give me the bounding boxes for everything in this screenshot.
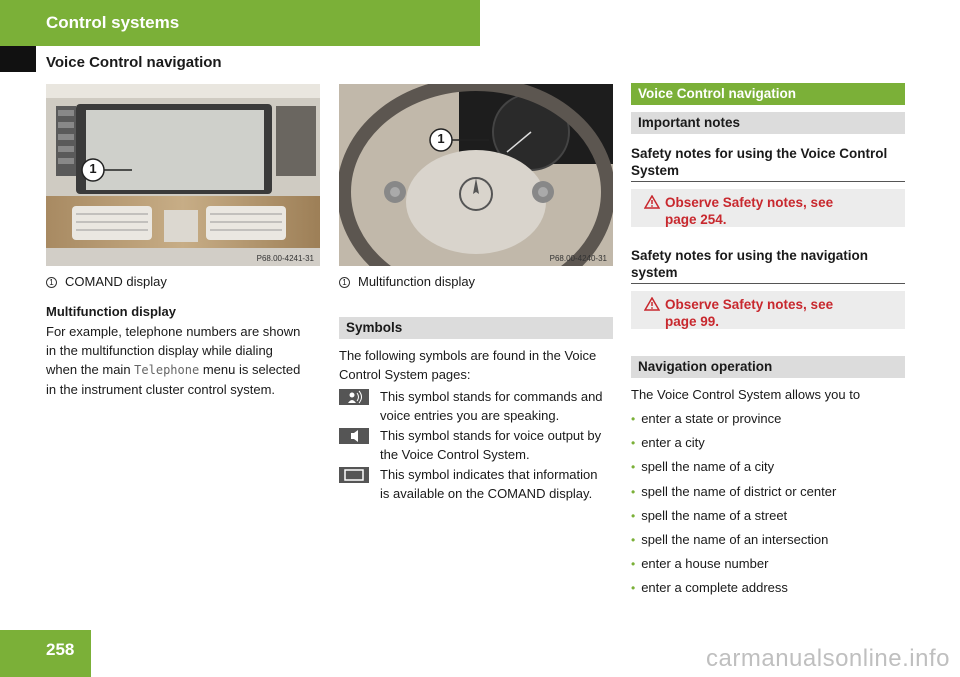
symbol-description-line: This symbol stands for voice output by — [380, 428, 602, 443]
safety-heading-voice-control — [631, 145, 905, 182]
heading-line: Safety notes for using the Voice Control — [631, 146, 888, 161]
callout-number: 1 — [437, 131, 445, 146]
list-item: • enter a state or province — [631, 411, 782, 426]
symbols-heading: Symbols — [339, 317, 613, 339]
watermark: carmanualsonline.info — [706, 645, 950, 672]
list-item: • spell the name of district or center — [631, 483, 837, 499]
important-notes-heading: Important notes — [631, 112, 905, 134]
warning-line: Observe Safety notes, see — [665, 297, 834, 312]
paragraph-line: For example, telephone numbers are shown — [46, 324, 301, 339]
multifunction-paragraph — [46, 322, 321, 399]
section-title: Control systems — [46, 13, 180, 32]
speaking-icon — [339, 389, 369, 405]
list-item-text: spell the name of a city — [641, 459, 775, 475]
list-item-text: enter a house number — [641, 556, 769, 572]
paragraph-line: in the instrument cluster control system. — [46, 382, 276, 397]
warning-box-navigation — [631, 291, 905, 329]
list-item-text: enter a state or province — [641, 411, 782, 426]
safety-heading-navigation — [631, 247, 905, 284]
list-item: • enter a house number — [631, 556, 769, 572]
paragraph-line: in the multifunction display while dialing — [46, 343, 273, 358]
warning-triangle-icon — [644, 297, 660, 311]
multifunction-heading: Multifunction display — [46, 304, 176, 319]
list-item-text: enter a complete address — [641, 580, 788, 596]
voice-output-icon — [339, 428, 369, 444]
warning-line: Observe Safety notes, see — [665, 195, 834, 210]
display-icon — [339, 467, 369, 483]
symbols-intro — [339, 346, 614, 384]
page-title: Voice Control navigation — [46, 54, 222, 71]
voice-control-navigation-heading: Voice Control navigation — [631, 83, 905, 105]
comand-display-photo — [46, 84, 320, 266]
text-fragment: menu is selected — [199, 362, 301, 377]
list-item-text: spell the name of a street — [641, 507, 788, 523]
symbol-description-line: This symbol stands for commands and — [380, 389, 603, 404]
menu-name: Telephone — [134, 363, 200, 377]
list-item: • spell the name of an intersection — [631, 531, 829, 547]
paragraph-line: The following symbols are found in the Voice — [339, 348, 597, 363]
symbol-description-line: This symbol indicates that information — [380, 467, 598, 482]
text-fragment: when the main — [46, 362, 135, 377]
section-header-tab — [0, 0, 480, 46]
symbol-description-line: the Voice Control System. — [380, 447, 530, 462]
warning-page-link[interactable]: page 254. — [665, 212, 727, 227]
figure-code: P68.00-4240-31 — [549, 254, 607, 263]
list-item-text: enter a city — [641, 435, 705, 451]
caption-text: Multifunction display — [358, 274, 476, 289]
symbol-description-line: voice entries you are speaking. — [380, 408, 560, 423]
navigation-intro: The Voice Control System allows you to — [631, 387, 861, 402]
figure-code: P68.00-4241-31 — [256, 254, 314, 263]
navigation-capabilities-list — [631, 409, 836, 603]
multifunction-display-photo — [339, 84, 613, 266]
navigation-operation-heading: Navigation operation — [631, 356, 905, 378]
paragraph-line — [46, 360, 321, 380]
warning-box-voice-control — [631, 189, 905, 227]
section-marker — [0, 46, 36, 72]
caption-text: COMAND display — [65, 274, 167, 289]
paragraph-line: Control System pages: — [339, 367, 471, 382]
list-item: • enter a complete address — [631, 580, 788, 596]
callout-number: 1 — [89, 161, 97, 176]
list-item: • spell the name of a city — [631, 459, 775, 475]
page-number: 258 — [46, 640, 75, 659]
symbol-description-line: is available on the COMAND display. — [380, 486, 593, 501]
heading-line: System — [631, 163, 680, 178]
heading-line: system — [631, 265, 678, 280]
list-item: • enter a city — [631, 435, 705, 451]
list-item: • spell the name of a street — [631, 507, 788, 523]
list-item-text: spell the name of district or center — [641, 483, 837, 499]
heading-line: Safety notes for using the navigation — [631, 248, 869, 263]
page-number-tab — [0, 630, 91, 677]
warning-triangle-icon — [644, 195, 660, 209]
warning-page-link[interactable]: page 99. — [665, 314, 720, 329]
caption-multifunction-display — [339, 274, 475, 289]
caption-comand-display — [46, 274, 167, 289]
caption-number: 1 — [339, 277, 350, 288]
list-item-text: spell the name of an intersection — [641, 531, 829, 547]
caption-number: 1 — [46, 277, 57, 288]
